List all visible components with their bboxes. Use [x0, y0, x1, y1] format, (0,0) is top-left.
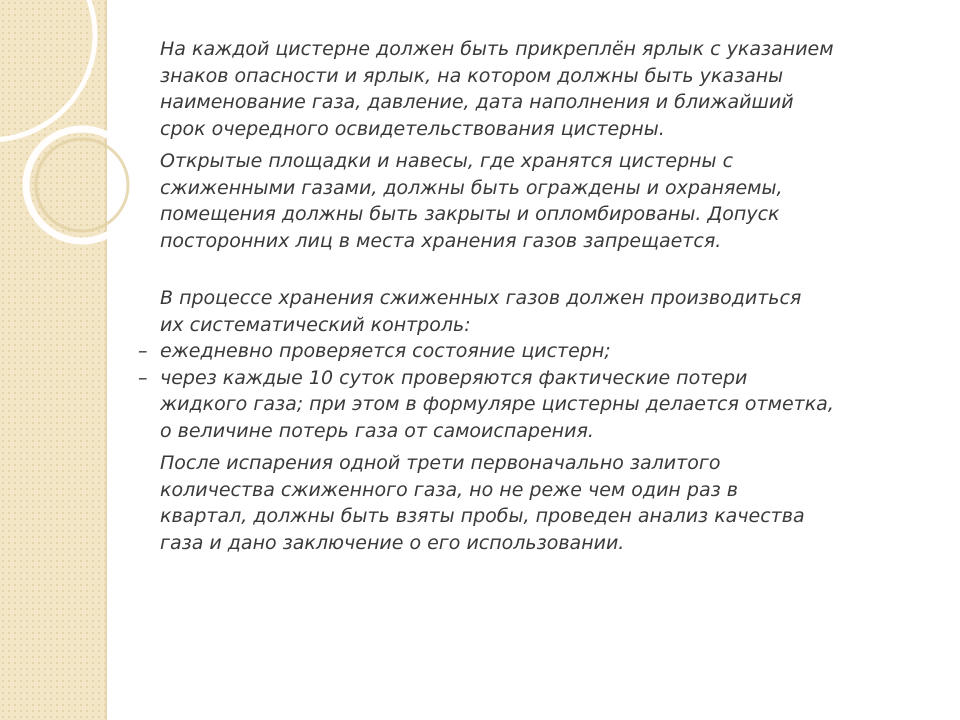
list-item-text: через каждые 10 суток проверяются фактические потери жидкого газа; при этом в формуляре цистерны делается отметка, о величине потерь газа от самоиспарения. — [160, 366, 834, 442]
list-item-ten-day-check — [138, 365, 938, 445]
slide-body-text — [138, 36, 938, 556]
ring-small-shadow — [36, 139, 128, 231]
ring-large — [0, 0, 95, 140]
ring-medium — [26, 129, 138, 241]
dash-marker: – — [138, 340, 148, 362]
list-item-text: ежедневно проверяется состояние цистерн; — [160, 340, 611, 362]
dash-marker: – — [138, 366, 148, 389]
paragraph-label-requirements: На каждой цистерне должен быть прикреплён ярлык с указанием знаков опасности и ярлык, на котором должны быть указаны наименование газа, давление, дата наполнения и ближайший срок очередного освидетельствования цистерны. — [160, 38, 834, 140]
paragraph-control-intro: В процессе хранения сжиженных газов должен производиться их систематический контроль: — [160, 287, 802, 336]
paragraph-storage-areas: Открытые площадки и навесы, где хранятся цистерны с сжиженными газами, должны быть ограждены и охраняемы, помещения должны быть закрыты и опломбированы. Допуск посторонних лиц в места хранения газов запрещается. — [160, 150, 783, 252]
decorative-rings — [0, 0, 160, 260]
list-item-daily-check — [138, 338, 938, 365]
paragraph-sampling: После испарения одной трети первоначально залитого количества сжиженного газа, но не реже чем один раз в квартал, должны быть взяты пробы, проведен анализ качества газа и дано заключение о его использовании. — [160, 452, 805, 554]
